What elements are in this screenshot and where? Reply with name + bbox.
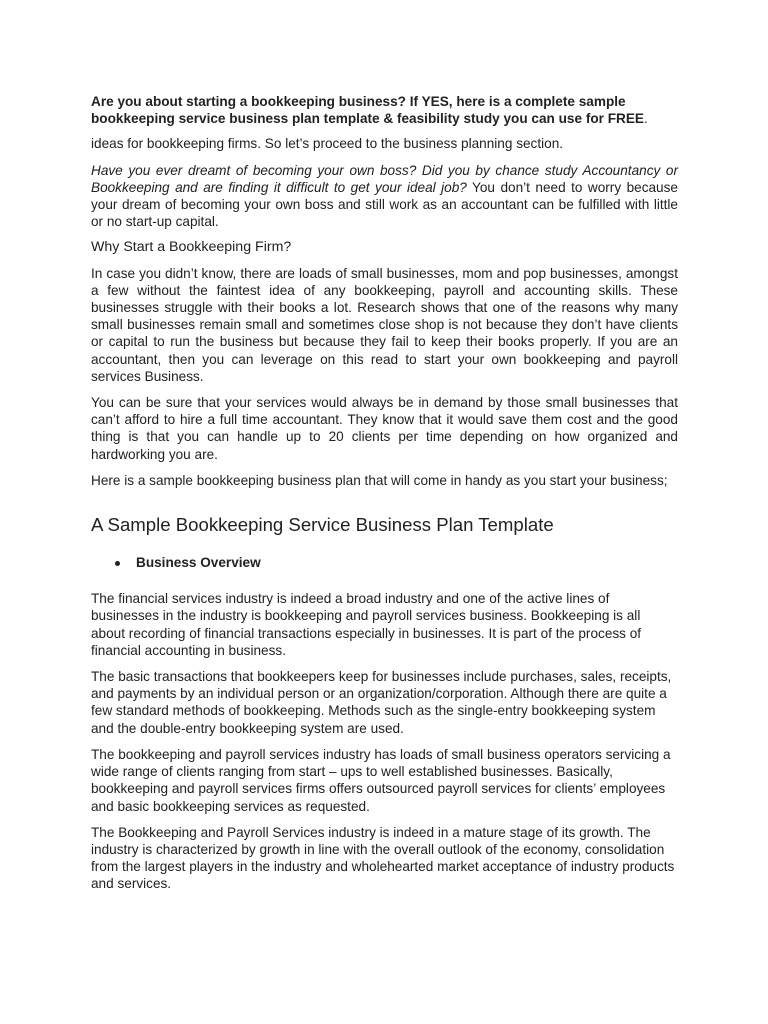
- why-paragraph-1: In case you didn’t know, there are loads of small businesses, mom and pop businesses, amongst a few without the faintest idea of any bookkeeping, payroll and accounting skills. These businesses struggle with their books a lot. Research shows that one of the reasons why many small businesses remain small and sometimes close shop is not because they don’t have clients or capital to run the business but because they fail to keep their books properly. If you are an accountant, then you can leverage on this read to start your own bookkeeping and payroll services Business.: [91, 265, 678, 384]
- why-paragraph-3: Here is a sample bookkeeping business plan that will come in handy as you start your business;: [91, 472, 668, 488]
- bullet-list: [91, 554, 678, 571]
- overview-paragraph-1: The financial services industry is indeed a broad industry and one of the active lines of businesses in the industry is bookkeeping and payroll services business. Bookkeeping is all about recording of financial transactions especially in businesses. It is part of the process of financial accounting in business.: [91, 591, 642, 658]
- intro-paragraph: [91, 93, 678, 127]
- fragment-paragraph: ideas for bookkeeping firms. So let’s proceed to the business planning section.: [91, 136, 564, 152]
- overview-paragraph-2: The basic transactions that bookkeepers keep for businesses include purchases, sales, receipts, and payments by an individual person or an organization/corporation. Although there are quite a few standard methods of bookkeeping. Methods such as the single-entry bookkeeping system and the double-entry bookkeeping system are used.: [91, 669, 672, 736]
- bullet-label: Business Overview: [136, 555, 261, 571]
- intro-bold-text: Are you about starting a bookkeeping business? If YES, here is a complete sample bookkeeping service business plan template & feasibility study you can use for FREE: [91, 94, 644, 127]
- bullet-dot-icon: [115, 561, 120, 566]
- question-paragraph: [91, 162, 678, 231]
- intro-trailing: .: [643, 111, 648, 127]
- bullet-item-business-overview: [91, 554, 678, 571]
- question-normal-text: You don’t need to worry because your dream of becoming your own boss and still work as an accountant can be fulfilled with little or no start-up capital.: [91, 179, 678, 230]
- why-paragraph-2: You can be sure that your services would always be in demand by those small businesses that can’t afford to hire a full time accountant. They know that it would save them cost and the good thing is that you can handle up to 20 clients per time depending on how organized and hardworking you are.: [91, 395, 678, 462]
- why-heading: Why Start a Bookkeeping Firm?: [91, 239, 292, 256]
- document-body: [91, 93, 678, 902]
- main-heading: A Sample Bookkeeping Service Business Plan Template: [91, 514, 554, 536]
- overview-paragraph-3: The bookkeeping and payroll services industry has loads of small business operators servicing a wide range of clients ranging from start – ups to well established businesses. Basically, bookkeeping and payroll services firms offers outsourced payroll services for clients’ employees and basic bookkeeping services as requested.: [91, 746, 671, 814]
- question-italic-text: Have you ever dreamt of becoming your own boss? Did you by chance study Accountancy or Bookkeeping and are finding it difficult to get your ideal job?: [91, 162, 678, 195]
- overview-paragraph-4: The Bookkeeping and Payroll Services industry is indeed in a mature stage of its growth. The industry is characterized by growth in line with the overall outlook of the economy, consolidation from the largest players in the industry and wholehearted market acceptance of industry products and services.: [91, 824, 675, 892]
